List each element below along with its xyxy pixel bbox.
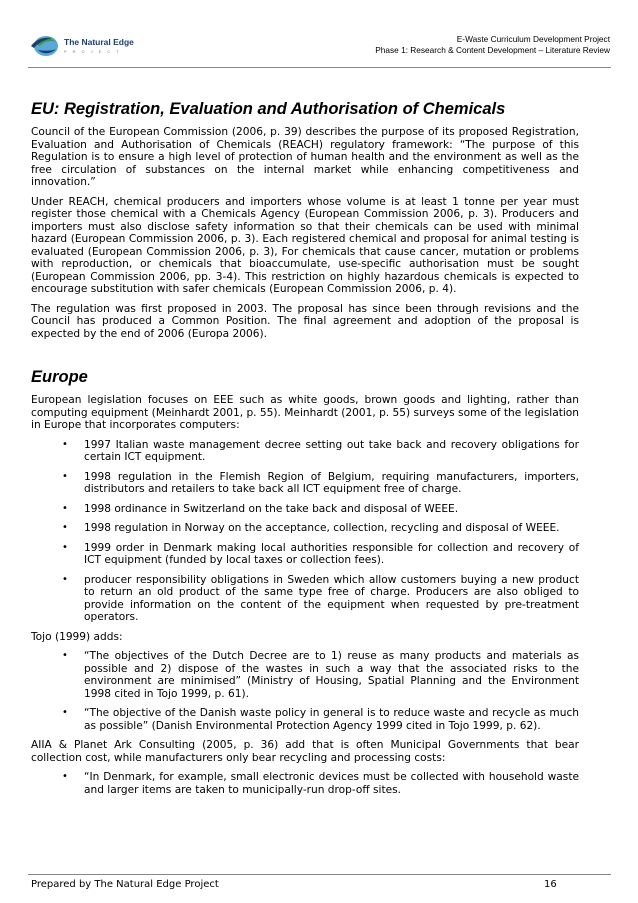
aiia-quote-list — [31, 771, 579, 796]
bullet-icon: • — [62, 771, 68, 782]
header-divider — [28, 67, 611, 68]
logo — [30, 32, 170, 62]
list-item-text: 1998 regulation in Norway on the acceptance, collection, recycling and disposal of WEEE. — [84, 522, 560, 534]
paragraph: Under REACH, chemical producers and importers whose volume is at least 1 tonne per year must register those chemical with a Chemicals Agency (European Commission 2006, p. 3). Producers and importers must also disclose safety information so that their chemicals can be used with minimal hazard (European Commission 2006, p. 3). Each registered chemical and proposal for animal testing is evaluated (European Commission 2006, p. 3), For chemicals that cause cancer, mutation or problems with reproduction, or chemicals that bioaccumulate, use-specific authorisation must be sought (European Commission 2006, pp. 3-4). This restriction on highly hazardous chemicals is expected to encourage substitution with safer chemicals (European Commission 2006, p. 4). — [31, 195, 579, 295]
section-heading-reach: EU: Registration, Evaluation and Authorisation of Chemicals — [31, 100, 506, 118]
page-number: 16 — [544, 879, 557, 890]
header-project-title: E-Waste Curriculum Development Project — [456, 34, 610, 44]
footer-credit: Prepared by The Natural Edge Project — [31, 879, 219, 890]
legislation-list — [31, 439, 579, 624]
paragraph: The regulation was first proposed in 2003. The proposal has since been through revisions and the Council has produced a Common Position. The final agreement and adoption of the proposal is expected by the end of 2006 (Europa 2006). — [31, 302, 579, 340]
list-item — [31, 574, 579, 624]
paragraph: Tojo (1999) adds: — [31, 630, 123, 643]
list-item-text: 1998 regulation in the Flemish Region of Belgium, requiring manufacturers, importers, distributors and retailers to take back all ICT equipment free of charge. — [84, 470, 579, 495]
list-item — [31, 542, 579, 567]
page-header — [30, 30, 610, 66]
list-item — [31, 471, 579, 496]
list-item — [31, 771, 579, 796]
list-item — [31, 650, 579, 700]
page-content — [31, 100, 579, 803]
paragraph: Council of the European Commission (2006, p. 39) describes the purpose of its proposed Registration, Evaluation and Authorisation of Chemicals (REACH) regulatory framework: “The purpose of this Regulation is to ensure a high level of protection of human health and the environment as well as the free circulation of substances on the internal market while enhancing competitiveness and innovation.” — [31, 126, 579, 188]
footer-divider — [28, 874, 611, 875]
bullet-icon: • — [62, 650, 68, 661]
bullet-icon: • — [62, 470, 68, 482]
bullet-icon: • — [62, 502, 68, 514]
list-item — [31, 522, 579, 535]
header-titles — [375, 34, 610, 56]
list-item-text: “The objectives of the Dutch Decree are to 1) reuse as many products and materials as possible and 2) dispose of the wastes in such a way that the associated risks to the environment are minimised” (Ministry of Housing, Spatial Planning and the Environment 1998 cited in Tojo 1999, p. 61). — [84, 650, 579, 700]
list-item-text: 1997 Italian waste management decree setting out take back and recovery obligations for certain ICT equipment. — [84, 438, 579, 463]
list-item — [31, 503, 579, 516]
bullet-icon: • — [62, 438, 68, 450]
list-item-text: 1999 order in Denmark making local authorities responsible for collection and recovery of ICT equipment (funded by local taxes or collection fees). — [84, 541, 579, 566]
list-item-text: “The objective of the Danish waste policy in general is to reduce waste and recycle as much as possible” (Danish Environmental Protection Agency 1999 cited in Tojo 1999, p. 62). — [84, 707, 579, 732]
globe-logo-icon — [30, 32, 62, 60]
list-item — [31, 707, 579, 732]
bullet-icon: • — [62, 573, 68, 585]
bullet-icon: • — [62, 522, 68, 533]
list-item-text: “In Denmark, for example, small electronic devices must be collected with household waste and larger items are taken to municipally-run drop-off sites. — [84, 771, 579, 796]
tojo-quote-list — [31, 650, 579, 732]
bullet-icon: • — [62, 541, 68, 553]
logo-subtitle: PROJECT — [64, 49, 125, 54]
list-item-text: producer responsibility obligations in Sweden which allow customers buying a new product to return an old product of the same type free of charge. Producers are also obliged to provide information on the content of the equipment when requested by pre-treatment operators. — [84, 573, 579, 623]
paragraph: AIIA & Planet Ark Consulting (2005, p. 36) add that is often Municipal Governments that bear collection cost, while manufacturers only bear recycling and processing costs: — [31, 739, 579, 764]
bullet-icon: • — [62, 707, 68, 718]
list-item-text: 1998 ordinance in Switzerland on the take back and disposal of WEEE. — [84, 502, 459, 515]
paragraph: European legislation focuses on EEE such as white goods, brown goods and lighting, rather than computing equipment (Meinhardt 2001, p. 55). Meinhardt (2001, p. 55) surveys some of the legislation in Europe that incorporates computers: — [31, 394, 579, 431]
section-heading-europe: Europe — [31, 368, 88, 386]
header-phase-title: Phase 1: Research & Content Development – Literature Review — [375, 45, 610, 55]
list-item — [31, 439, 579, 464]
logo-name: The Natural Edge — [64, 37, 134, 47]
